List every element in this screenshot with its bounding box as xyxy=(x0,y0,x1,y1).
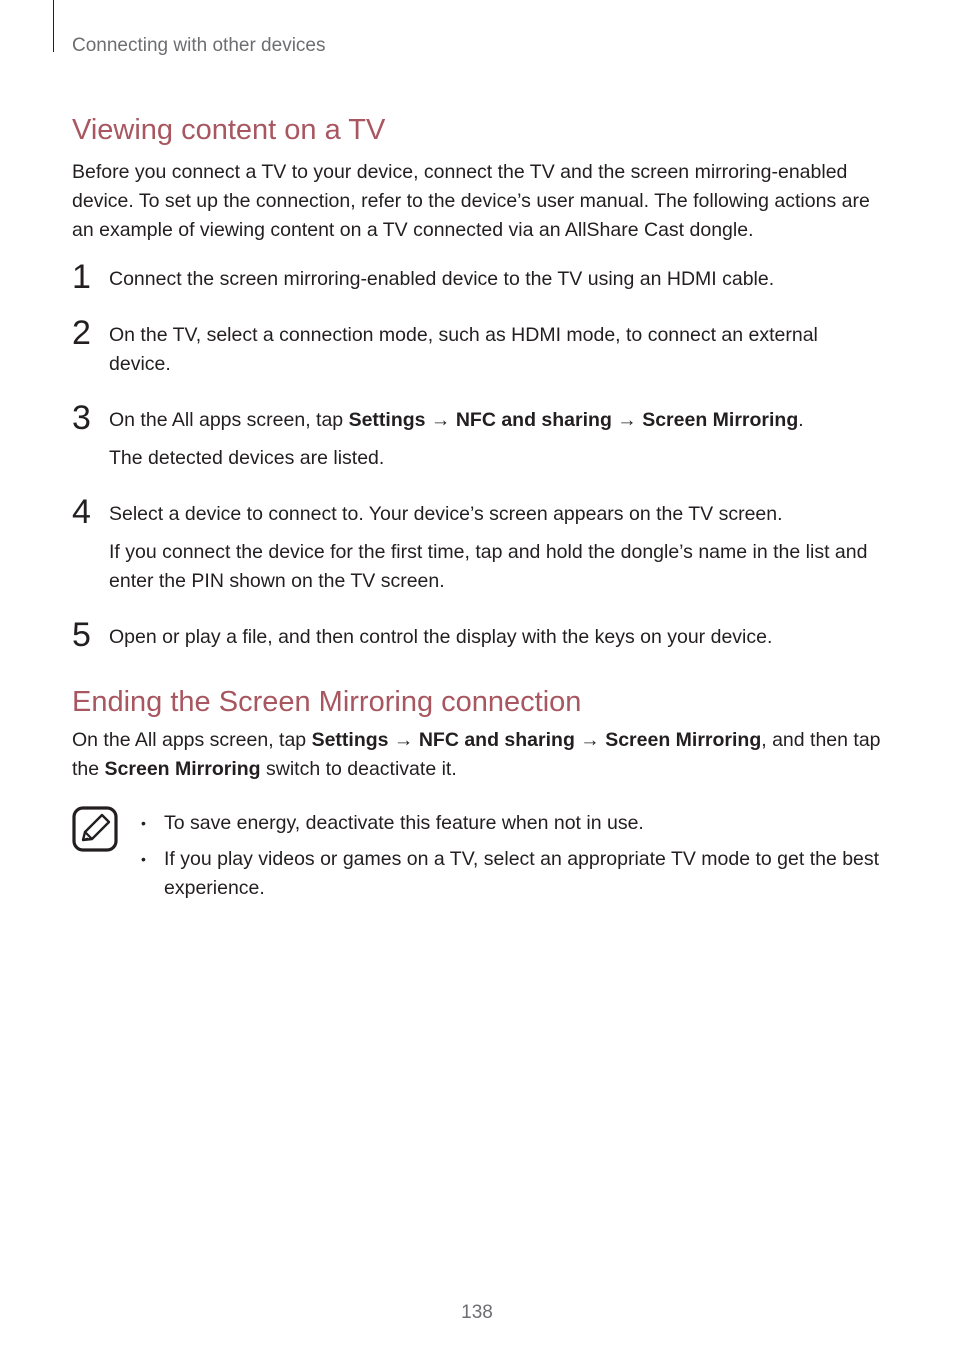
note-item xyxy=(141,845,882,903)
bullet: • xyxy=(141,815,146,831)
step-text-prefix: On the All apps screen, tap xyxy=(109,409,349,431)
step-text: Select a device to connect to. Your device’s screen appears on the TV screen. xyxy=(109,503,783,525)
bullet: • xyxy=(141,851,146,867)
step-subtext: If you connect the device for the first time, tap and hold the dongle’s name in the list and enter the PIN shown on the TV screen. xyxy=(109,541,868,592)
switch-name: Screen Mirroring xyxy=(104,758,261,780)
menu-path-screen-mirroring: Screen Mirroring xyxy=(642,409,799,431)
note-block xyxy=(72,809,882,903)
arrow-icon: → xyxy=(430,409,451,431)
instr-suffix: switch to deactivate it. xyxy=(260,758,457,780)
arrow-icon: → xyxy=(617,409,637,431)
instr-mid: , and then tap the xyxy=(72,729,881,780)
step-text: On the TV, select a connection mode, such as HDMI mode, to connect an external device. xyxy=(109,324,818,375)
step-2 xyxy=(72,314,882,379)
menu-path-settings: Settings xyxy=(348,409,426,431)
note-list xyxy=(141,809,882,903)
header-rule xyxy=(53,0,54,52)
arrow-icon: → xyxy=(393,729,414,751)
step-5 xyxy=(72,616,882,654)
menu-path-settings: Settings xyxy=(311,729,389,751)
page-content xyxy=(72,110,882,910)
instr-prefix: On the All apps screen, tap xyxy=(72,729,312,751)
step-text xyxy=(109,406,882,435)
step-number: 3 xyxy=(72,399,91,437)
section-ending-connection xyxy=(72,682,882,903)
note-item-text: If you play videos or games on a TV, select an appropriate TV mode to get the best experience. xyxy=(164,848,880,899)
step-1 xyxy=(72,258,882,296)
step-number: 1 xyxy=(72,258,91,296)
running-head: Connecting with other devices xyxy=(72,35,326,56)
page-number: 138 xyxy=(461,1302,493,1323)
arrow-icon: → xyxy=(580,729,600,751)
step-4 xyxy=(72,493,882,596)
step-list xyxy=(72,258,882,654)
note-item-text: To save energy, deactivate this feature when not in use. xyxy=(164,812,644,834)
step-text: Connect the screen mirroring-enabled device to the TV using an HDMI cable. xyxy=(109,268,775,290)
section-title-ending-connection: Ending the Screen Mirroring connection xyxy=(72,686,582,718)
menu-path-nfc-sharing: NFC and sharing xyxy=(418,729,575,751)
note-item xyxy=(141,809,882,838)
step-text-suffix: . xyxy=(798,409,804,431)
step-number: 5 xyxy=(72,616,91,654)
section-title-viewing-content: Viewing content on a TV xyxy=(72,114,386,146)
step-text: Open or play a file, and then control the display with the keys on your device. xyxy=(109,626,773,648)
note-pencil-icon xyxy=(72,806,118,852)
step-subtext: The detected devices are listed. xyxy=(109,447,385,469)
ending-instructions xyxy=(72,726,882,784)
menu-path-screen-mirroring: Screen Mirroring xyxy=(605,729,762,751)
step-number: 4 xyxy=(72,493,91,531)
step-number: 2 xyxy=(72,314,91,352)
intro-paragraph: Before you connect a TV to your device, connect the TV and the screen mirroring-enabled device. To set up the connection, refer to the device’s user manual. The following actions are an example of viewing content on a TV connected via an AllShare Cast dongle. xyxy=(72,161,870,241)
step-3 xyxy=(72,399,882,473)
menu-path-nfc-sharing: NFC and sharing xyxy=(455,409,612,431)
